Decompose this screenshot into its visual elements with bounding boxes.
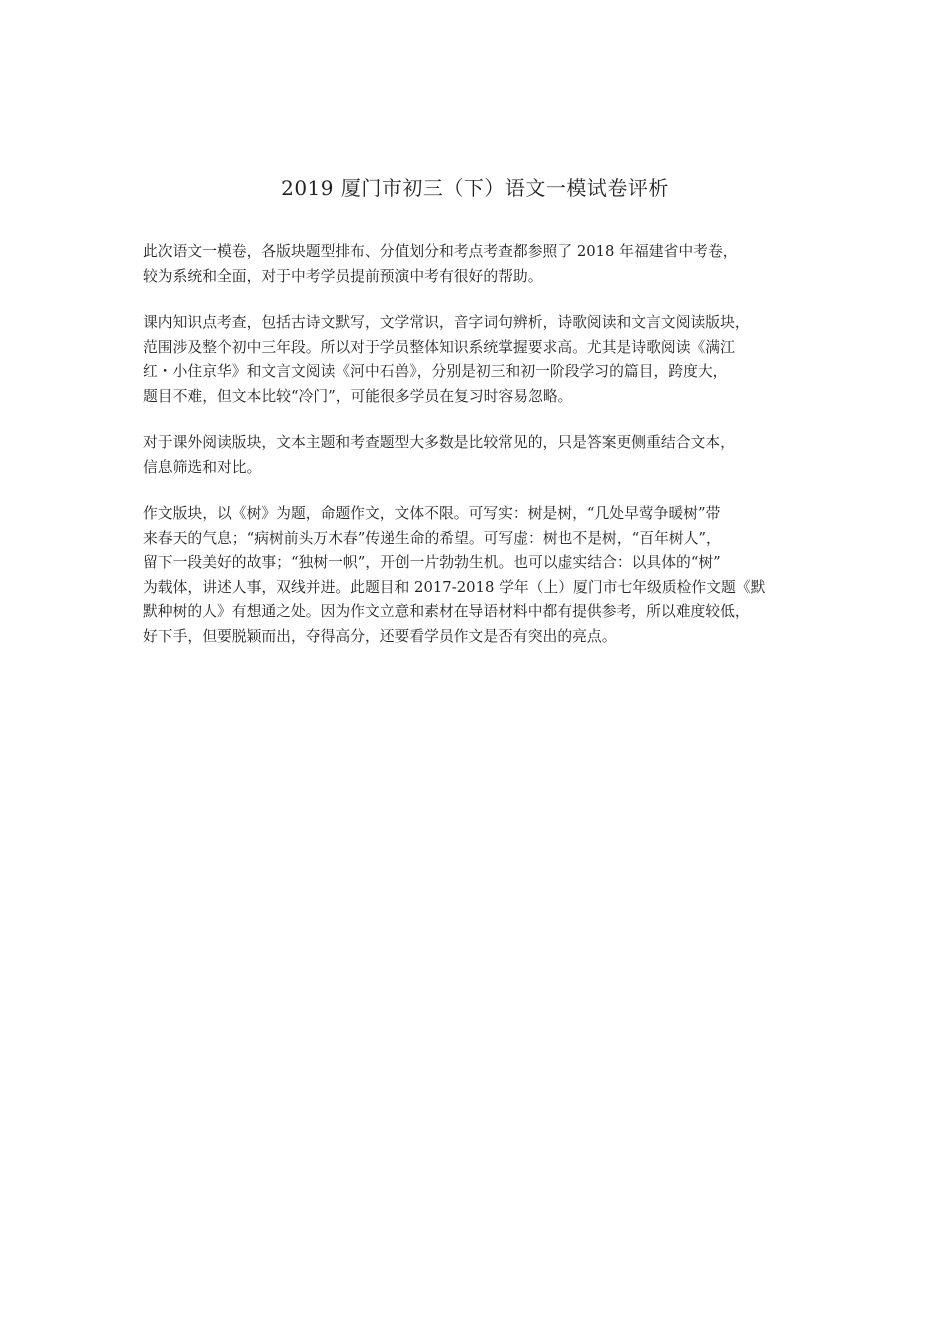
paragraph-line: 好下手，但要脱颖而出，夺得高分，还要看学员作文是否有突出的亮点。	[143, 627, 617, 645]
paragraph-line: 题目不难，但文本比较“冷门”，可能很多学员在复习时容易忽略。	[143, 387, 573, 405]
paragraph-line: 红・小住京华》和文言文阅读《河中石兽》，分别是初三和初一阶段学习的篇目，跨度大，	[143, 363, 728, 380]
paragraph-line: 留下一段美好的故事；“独树一帜”，开创一片勃勃生机。也可以虚实结合：以具体的“树”	[143, 554, 721, 571]
paragraph-line: 此次语文一模卷，各版块题型排布、分值划分和考点考查都参照了 2018 年福建省中考卷，	[143, 243, 738, 260]
paragraph-in-class-knowledge	[143, 311, 809, 409]
paragraph-composition	[143, 502, 809, 649]
document-body	[143, 240, 809, 671]
paragraph-line: 较为系统和全面，对于中考学员提前预演中考有很好的帮助。	[143, 267, 543, 285]
paragraph-line: 默种树的人》有想通之处。因为作文立意和素材在导语材料中都有提供参考，所以难度较低，	[143, 603, 750, 620]
paragraph-line: 信息筛选和对比。	[143, 458, 262, 476]
paragraph-line: 来春天的气息；“病树前头万木春”传递生命的希望。可写虚：树也不是树，“百年树人”，	[143, 529, 721, 547]
paragraph-line: 为载体，讲述人事，双线并进。此题目和 2017-2018 学年（上）厦门市七年级质检作文题《默	[143, 578, 766, 596]
paragraph-line: 范围涉及整个初中三年段。所以对于学员整体知识系统掌握要求高。尤其是诗歌阅读《满江	[143, 338, 735, 356]
paragraph-line: 课内知识点考查，包括古诗文默写，文学常识，音字词句辨析，诗歌阅读和文言文阅读版块，	[143, 314, 750, 331]
paragraph-overview	[143, 240, 809, 289]
paragraph-line: 对于课外阅读版块，文本主题和考查题型大多数是比较常见的，只是答案更侧重结合文本，	[143, 434, 735, 451]
document-title: 2019 厦门市初三（下）语文一模试卷评析	[281, 176, 669, 200]
paragraph-extracurricular-reading	[143, 431, 809, 480]
paragraph-line: 作文版块，以《树》为题，命题作文，文体不限。可写实：树是树，“几处早莺争暖树”带	[143, 505, 721, 522]
